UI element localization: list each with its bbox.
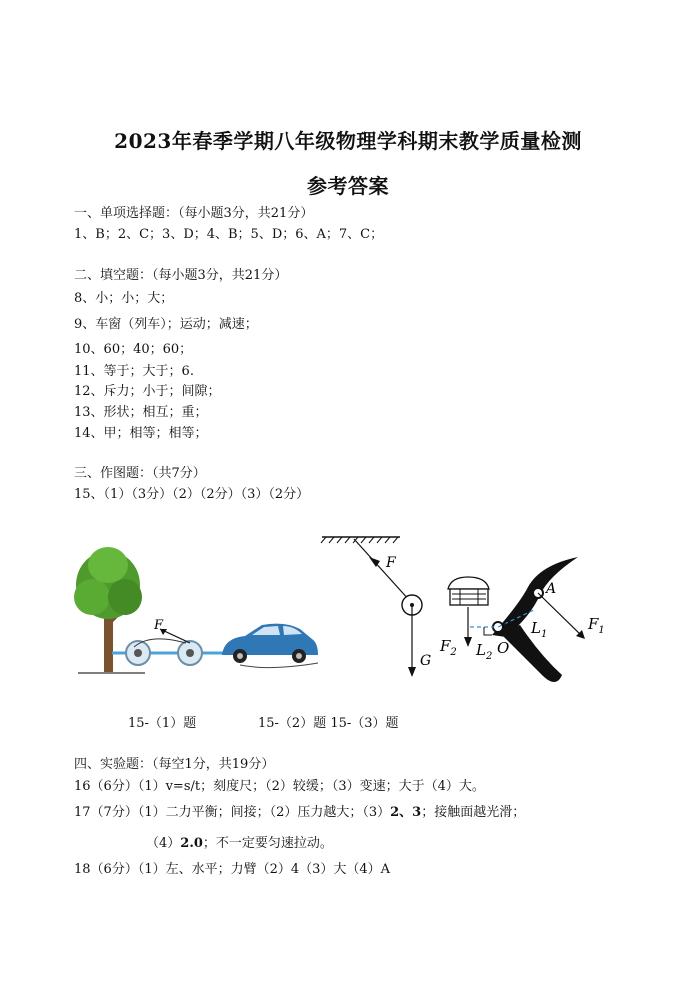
section1-heading: 一、单项选择题：（每小题3分，共21分） bbox=[74, 206, 314, 221]
fig3-L2-sub: 2 bbox=[485, 651, 493, 662]
fig2-force-label: F bbox=[386, 555, 396, 571]
answer-line-10: 10、60；40；60； bbox=[74, 342, 193, 357]
section4-heading: 四、实验题：（每空1分，共19分） bbox=[74, 757, 275, 772]
figure-15-1 bbox=[74, 547, 318, 673]
fig3-L2-main: L bbox=[476, 641, 486, 659]
caption-15-2-3: 15-（2）题 15-（3）题 bbox=[258, 716, 399, 731]
caption-15-1: 15-（1）题 bbox=[128, 716, 197, 731]
answer-line-18: 18（6分）（1）左、水平；力臂（2）4（3）大（4）A bbox=[74, 862, 391, 877]
answer-line-17-cont bbox=[146, 832, 333, 851]
q17-part-d: （4） bbox=[146, 836, 181, 851]
fig3-F2-main: F bbox=[440, 637, 451, 655]
pulley-system bbox=[112, 629, 230, 665]
answer-line-14: 14、甲；相等；相等； bbox=[74, 426, 208, 441]
drawing-figures bbox=[0, 525, 696, 725]
answer-line-12: 12、斥力；小于；间隙； bbox=[74, 384, 221, 399]
fig1-force-label: F bbox=[154, 618, 164, 633]
page-title: 2023年春季学期八年级物理学科期末教学质量检测 bbox=[114, 129, 582, 153]
fig3-F1-label bbox=[587, 615, 605, 636]
fig3-L1-label bbox=[530, 619, 547, 640]
fig3-F1-sub: 1 bbox=[598, 625, 605, 636]
q17-part-b: 2、3 bbox=[390, 805, 422, 820]
answer-line-11: 11、等于；大于；6. bbox=[74, 364, 194, 379]
fig3-F2-sub: 2 bbox=[450, 647, 457, 658]
section1-answers: 1、B；2、C；3、D；4、B；5、D；6、A；7、C； bbox=[74, 227, 384, 242]
fig3-L1-main: L bbox=[531, 619, 541, 637]
section2-heading: 二、填空题：（每小题3分，共21分） bbox=[74, 268, 288, 283]
fig3-L1-sub: 1 bbox=[540, 629, 548, 640]
q17-part-a: 17（7分）（1）二力平衡；间接；（2）压力越大；（3） bbox=[74, 805, 391, 820]
nail-illustration bbox=[448, 577, 489, 605]
answer-line-13: 13、形状；相互；重； bbox=[74, 405, 208, 420]
answer-line-16: 16（6分）（1）v=s/t；刻度尺；（2）较缓；（3）变速；大于（4）大。 bbox=[74, 779, 485, 794]
fig3-F2-label bbox=[439, 637, 457, 658]
section3-heading: 三、作图题：（共7分） bbox=[74, 466, 206, 481]
page-subtitle: 参考答案 bbox=[307, 174, 389, 198]
fig3-F1-main: F bbox=[588, 615, 599, 633]
car-illustration bbox=[222, 624, 318, 668]
fig3-L2-label bbox=[475, 641, 492, 662]
q17-part-f: ；不一定要匀速拉动。 bbox=[202, 836, 333, 851]
answer-line-9: 9、车窗（列车）；运动；减速； bbox=[74, 317, 258, 332]
q17-part-e: 2.0 bbox=[180, 836, 203, 851]
figure-15-2 bbox=[321, 537, 422, 677]
answer-line-15: 15、（1）（3分）（2）（2分）（3）（2分） bbox=[74, 487, 310, 502]
answer-line-17 bbox=[74, 801, 525, 820]
q17-part-c: ；接触面越光滑； bbox=[421, 805, 526, 820]
fig3-A-label: A bbox=[546, 581, 557, 597]
fig2-gravity-label: G bbox=[420, 653, 432, 669]
figure-15-3 bbox=[448, 557, 585, 682]
answer-line-8: 8、小；小；大； bbox=[74, 291, 174, 306]
fig3-O-label: O bbox=[497, 639, 510, 657]
